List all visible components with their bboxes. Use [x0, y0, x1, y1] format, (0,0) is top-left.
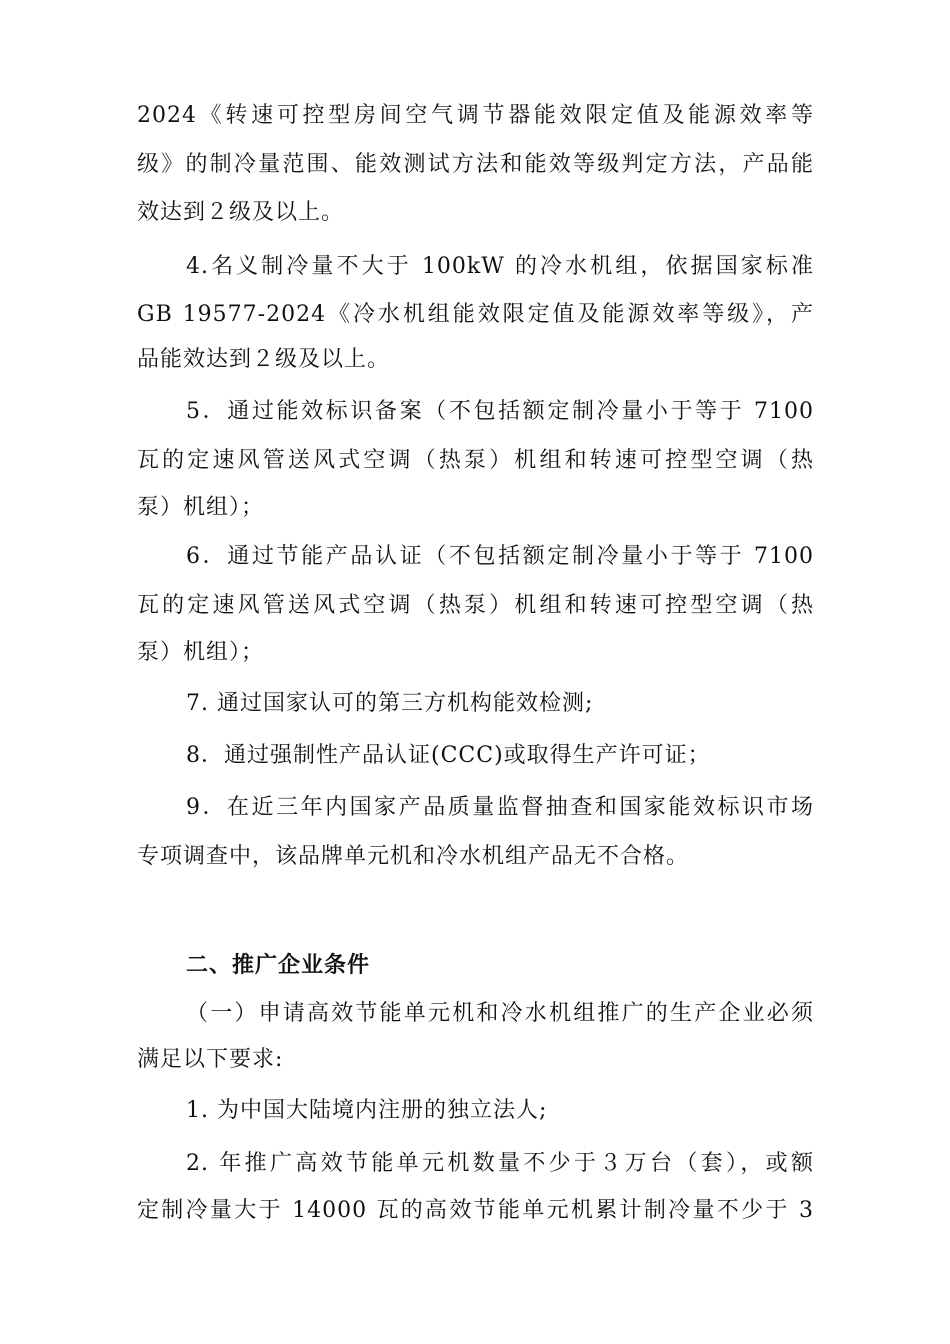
text-line: 6．通过节能产品认证（不包括额定制冷量小于等于 7100 [186, 544, 814, 569]
text-line: 9．在近三年内国家产品质量监督抽查和国家能效标识市场 [186, 795, 814, 820]
text-line: 效达到２级及以上。 [137, 200, 345, 225]
text-line: 2. 年推广高效节能单元机数量不少于３万台（套），或额 [186, 1151, 814, 1176]
text-line: 4.名义制冷量不大于 100kW 的冷水机组，依据国家标准 [186, 254, 814, 279]
text-line: 品能效达到２级及以上。 [137, 347, 391, 372]
text-line: （一）申请高效节能单元机和冷水机组推广的生产企业必须 [186, 1001, 814, 1026]
text-line: 泵）机组）； [137, 640, 265, 665]
text-line: 瓦的定速风管送风式空调（热泵）机组和转速可控型空调（热 [137, 593, 814, 618]
text-line: 1. 为中国大陆境内注册的独立法人; [186, 1098, 548, 1123]
section-heading: 二、推广企业条件 [186, 952, 371, 978]
text-line: 瓦的定速风管送风式空调（热泵）机组和转速可控型空调（热 [137, 448, 814, 473]
text-line: 级》的制冷量范围、能效测试方法和能效等级判定方法，产品能 [137, 152, 814, 177]
text-line: 8．通过强制性产品认证(CCC)或取得生产许可证； [186, 743, 711, 768]
text-line: 2024《转速可控型房间空气调节器能效限定值及能源效率等 [137, 103, 814, 128]
text-line: 定制冷量大于 14000 瓦的高效节能单元机累计制冷量不少于 3 [137, 1198, 814, 1223]
text-line: GB 19577-2024《冷水机组能效限定值及能源效率等级》，产 [137, 302, 814, 327]
text-line: 5．通过能效标识备案（不包括额定制冷量小于等于 7100 [186, 399, 814, 424]
text-line: 满足以下要求: [137, 1047, 284, 1072]
text-line: 泵）机组）； [137, 495, 265, 520]
text-line: 7. 通过国家认可的第三方机构能效检测; [186, 691, 594, 716]
text-line: 专项调查中，该品牌单元机和冷水机组产品无不合格。 [137, 844, 690, 869]
